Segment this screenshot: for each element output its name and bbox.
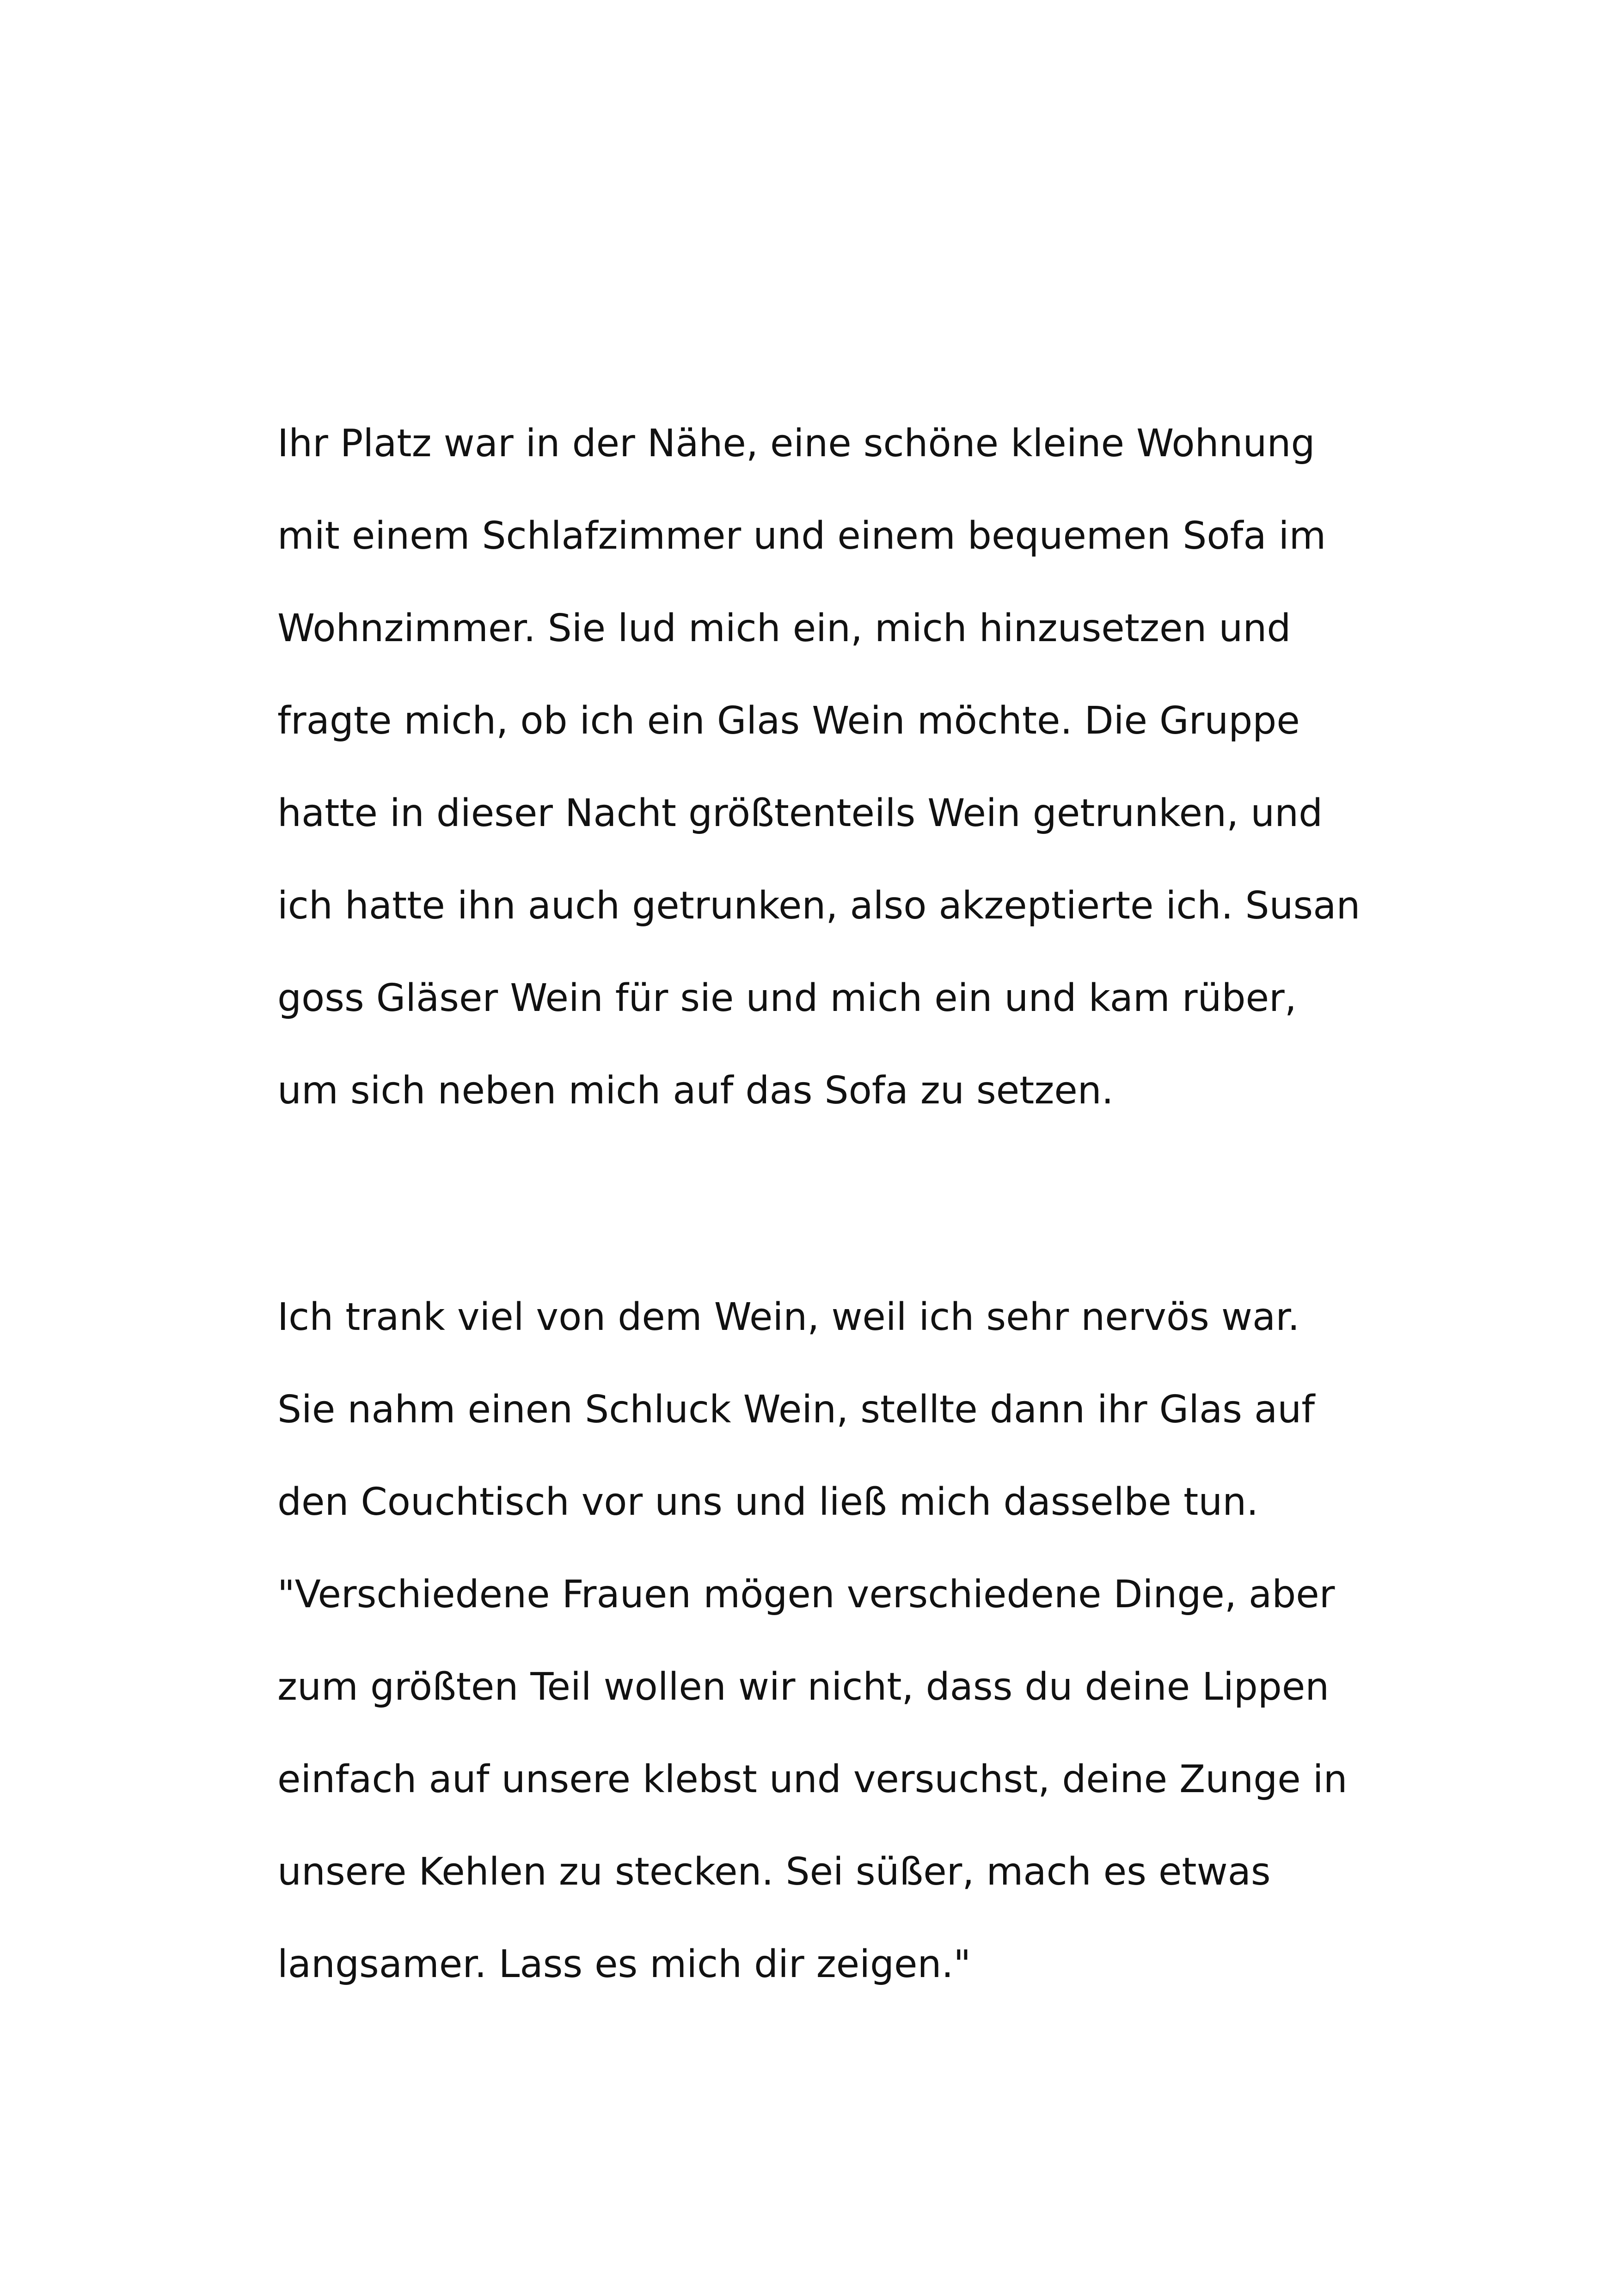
text-line: Ich trank viel von dem Wein, weil ich sehr nervös war. <box>277 1295 1300 1339</box>
text-line: ich hatte ihn auch getrunken, also akzeptierte ich. Susan <box>277 884 1361 928</box>
text-line: um sich neben mich auf das Sofa zu setzen. <box>277 1069 1114 1113</box>
text-line: einfach auf unsere klebst und versuchst, deine Zunge in <box>277 1757 1348 1801</box>
text-line: unsere Kehlen zu stecken. Sei süßer, mach es etwas <box>277 1850 1271 1894</box>
text-line: hatte in dieser Nacht größtenteils Wein getrunken, und <box>277 791 1323 835</box>
text-line: langsamer. Lass es mich dir zeigen." <box>277 1942 971 1986</box>
paragraph-2 <box>277 1287 1526 2027</box>
text-line: "Verschiedene Frauen mögen verschiedene Dinge, aber <box>277 1573 1335 1616</box>
text-line: Ihr Platz war in der Nähe, eine schöne kleine Wohnung <box>277 422 1315 465</box>
text-line: zum größten Teil wollen wir nicht, dass du deine Lippen <box>277 1665 1330 1709</box>
text-line: fragte mich, ob ich ein Glas Wein möchte. Die Gruppe <box>277 699 1300 743</box>
text-line: mit einem Schlafzimmer und einem bequemen Sofa im <box>277 514 1326 558</box>
text-line: Wohnzimmer. Sie lud mich ein, mich hinzusetzen und <box>277 606 1291 650</box>
paragraph-1 <box>277 414 1526 1153</box>
text-line: goss Gläser Wein für sie und mich ein und kam rüber, <box>277 976 1297 1020</box>
text-line: Sie nahm einen Schluck Wein, stellte dann ihr Glas auf <box>277 1388 1315 1432</box>
text-line: den Couchtisch vor uns und ließ mich dasselbe tun. <box>277 1480 1259 1524</box>
